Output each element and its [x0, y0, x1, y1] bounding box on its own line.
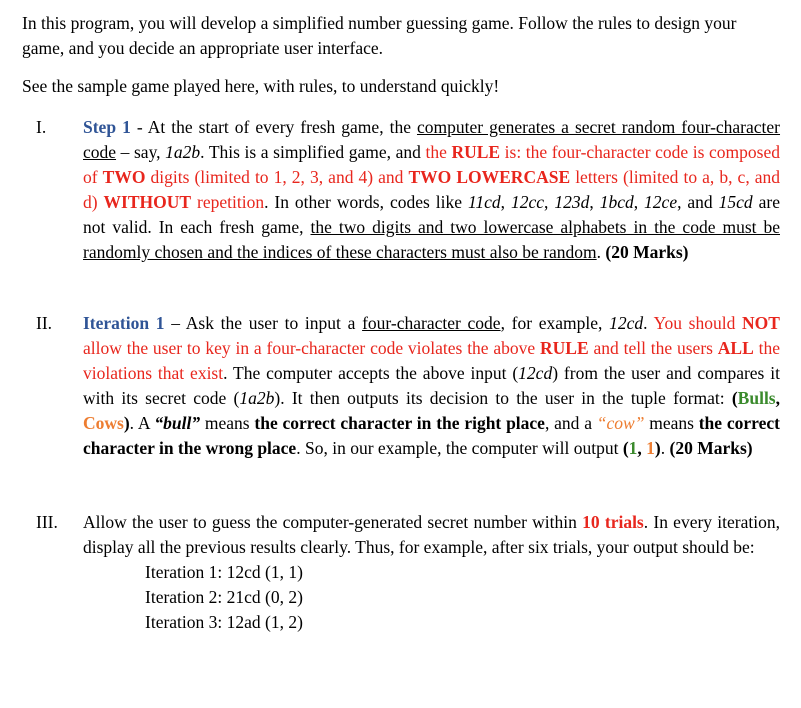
text-segment: ,: [637, 438, 647, 458]
text-segment: .: [596, 242, 606, 262]
text-segment: (20 Marks): [605, 242, 689, 262]
text-segment: . In every iteration, display all the previous results clearly. Thus, for example, after six trials, your output should be:: [83, 512, 780, 557]
text-segment: and tell the users: [588, 338, 718, 358]
text-segment: , for example,: [500, 313, 610, 333]
text-segment: “bull”: [154, 413, 201, 433]
text-segment: (: [622, 438, 629, 458]
text-segment: Bulls: [737, 388, 776, 408]
text-segment: – say,: [116, 142, 166, 162]
text-segment: .: [660, 438, 670, 458]
sample-line: Iteration 2: 21cd (0, 2): [145, 587, 303, 607]
list-numeral: I.: [36, 117, 47, 137]
text-segment: 1: [646, 438, 655, 458]
text-segment: . This is a simplified game, and: [200, 142, 426, 162]
intro: [22, 11, 782, 99]
text-segment: the correct character in the right place: [254, 413, 545, 433]
text-segment: - At the start of every fresh game, the: [130, 117, 417, 137]
text-segment: 12cd: [609, 313, 644, 333]
text-segment: . So, in our example, the computer will output: [296, 438, 623, 458]
text-segment: .: [643, 313, 654, 333]
list-item-text: [83, 311, 780, 461]
text-segment: 15cd: [718, 192, 753, 212]
text-segment: 12ce: [644, 192, 678, 212]
text-segment: 11cd: [467, 192, 501, 212]
text-segment: the: [425, 142, 452, 162]
text-segment: ) from the user and compares it with its secret code (: [83, 363, 780, 408]
item-paragraph: [83, 311, 780, 461]
text-segment: Allow the user to guess the computer-generated secret number within: [83, 512, 583, 532]
text-segment: . The computer accepts the above input (: [223, 363, 519, 383]
text-segment: allow the user to key in a four-character code violates the above: [83, 338, 541, 358]
sample-line: Iteration 1: 12cd (1, 1): [145, 562, 303, 582]
text-segment: . A: [129, 413, 155, 433]
text-segment: , and: [677, 192, 719, 212]
text-segment: ,: [633, 192, 645, 212]
text-segment: Step 1: [83, 117, 131, 137]
text-segment: 12cc: [510, 192, 545, 212]
text-segment: the correct character in the wrong place: [83, 413, 780, 458]
text-segment: ,: [500, 192, 511, 212]
list-numeral: III.: [36, 512, 58, 532]
text-segment: RULE: [451, 142, 501, 162]
list-numeral: II.: [36, 313, 53, 333]
text-segment: , and a: [544, 413, 597, 433]
text-segment: 1a2b: [239, 388, 275, 408]
text-segment: the two digits and two lowercase alphabets in the code must be randomly chosen and the indices of these characters must also be random: [83, 217, 780, 262]
text-segment: 1: [628, 438, 638, 458]
text-segment: 10 trials: [582, 512, 644, 532]
text-segment: NOT: [742, 313, 780, 333]
text-segment: “cow”: [596, 413, 645, 433]
text-segment: repetition: [191, 192, 265, 212]
item-paragraph: [83, 115, 780, 265]
text-segment: WITHOUT: [103, 192, 192, 212]
text-segment: TWO: [102, 167, 146, 187]
text-segment: the violations that exist: [83, 338, 780, 383]
list-item-text: [83, 115, 780, 265]
text-segment: TWO LOWERCASE: [408, 167, 571, 187]
text-segment: 1bcd: [599, 192, 634, 212]
text-segment: ,: [775, 388, 780, 408]
text-segment: 12cd: [518, 363, 553, 383]
list-item-text: [83, 510, 780, 635]
text-segment: ,: [544, 192, 555, 212]
text-segment: (20 Marks): [669, 438, 753, 458]
sample-line: Iteration 3: 12ad (1, 2): [145, 612, 303, 632]
intro-paragraph-1: In this program, you will develop a simplified number guessing game. Follow the rules to design your game, and you decide an appropriate user interface.: [22, 13, 737, 58]
text-segment: (: [731, 388, 738, 408]
text-segment: RULE: [540, 338, 589, 358]
sample-output: [145, 560, 780, 635]
text-segment: ): [123, 413, 130, 433]
intro-paragraph-2: See the sample game played here, with rules, to understand quickly!: [22, 76, 500, 96]
item-paragraph: [83, 510, 780, 560]
text-segment: Cows: [83, 413, 124, 433]
text-segment: letters (limited to a, b, c, and d): [83, 167, 781, 212]
text-segment: ALL: [717, 338, 754, 358]
text-segment: computer generates a secret random four-character code: [83, 117, 781, 162]
text-segment: digits (limited to 1, 2, 3, and 4) and: [145, 167, 409, 187]
text-segment: is: the four-character code is composed of: [83, 142, 780, 187]
text-segment: means: [644, 413, 699, 433]
text-segment: means: [200, 413, 255, 433]
text-segment: 1a2b: [165, 142, 201, 162]
text-segment: . In other words, codes like: [264, 192, 468, 212]
text-segment: ,: [589, 192, 600, 212]
text-segment: four-character code: [362, 313, 501, 333]
text-segment: – Ask the user to input a: [164, 313, 363, 333]
text-segment: 123d: [554, 192, 590, 212]
text-segment: Iteration 1: [83, 313, 165, 333]
text-segment: ): [654, 438, 661, 458]
text-segment: are not valid. In each fresh game,: [83, 192, 780, 237]
text-segment: You should: [653, 313, 743, 333]
text-segment: ). It then outputs its decision to the user in the tuple format:: [274, 388, 732, 408]
